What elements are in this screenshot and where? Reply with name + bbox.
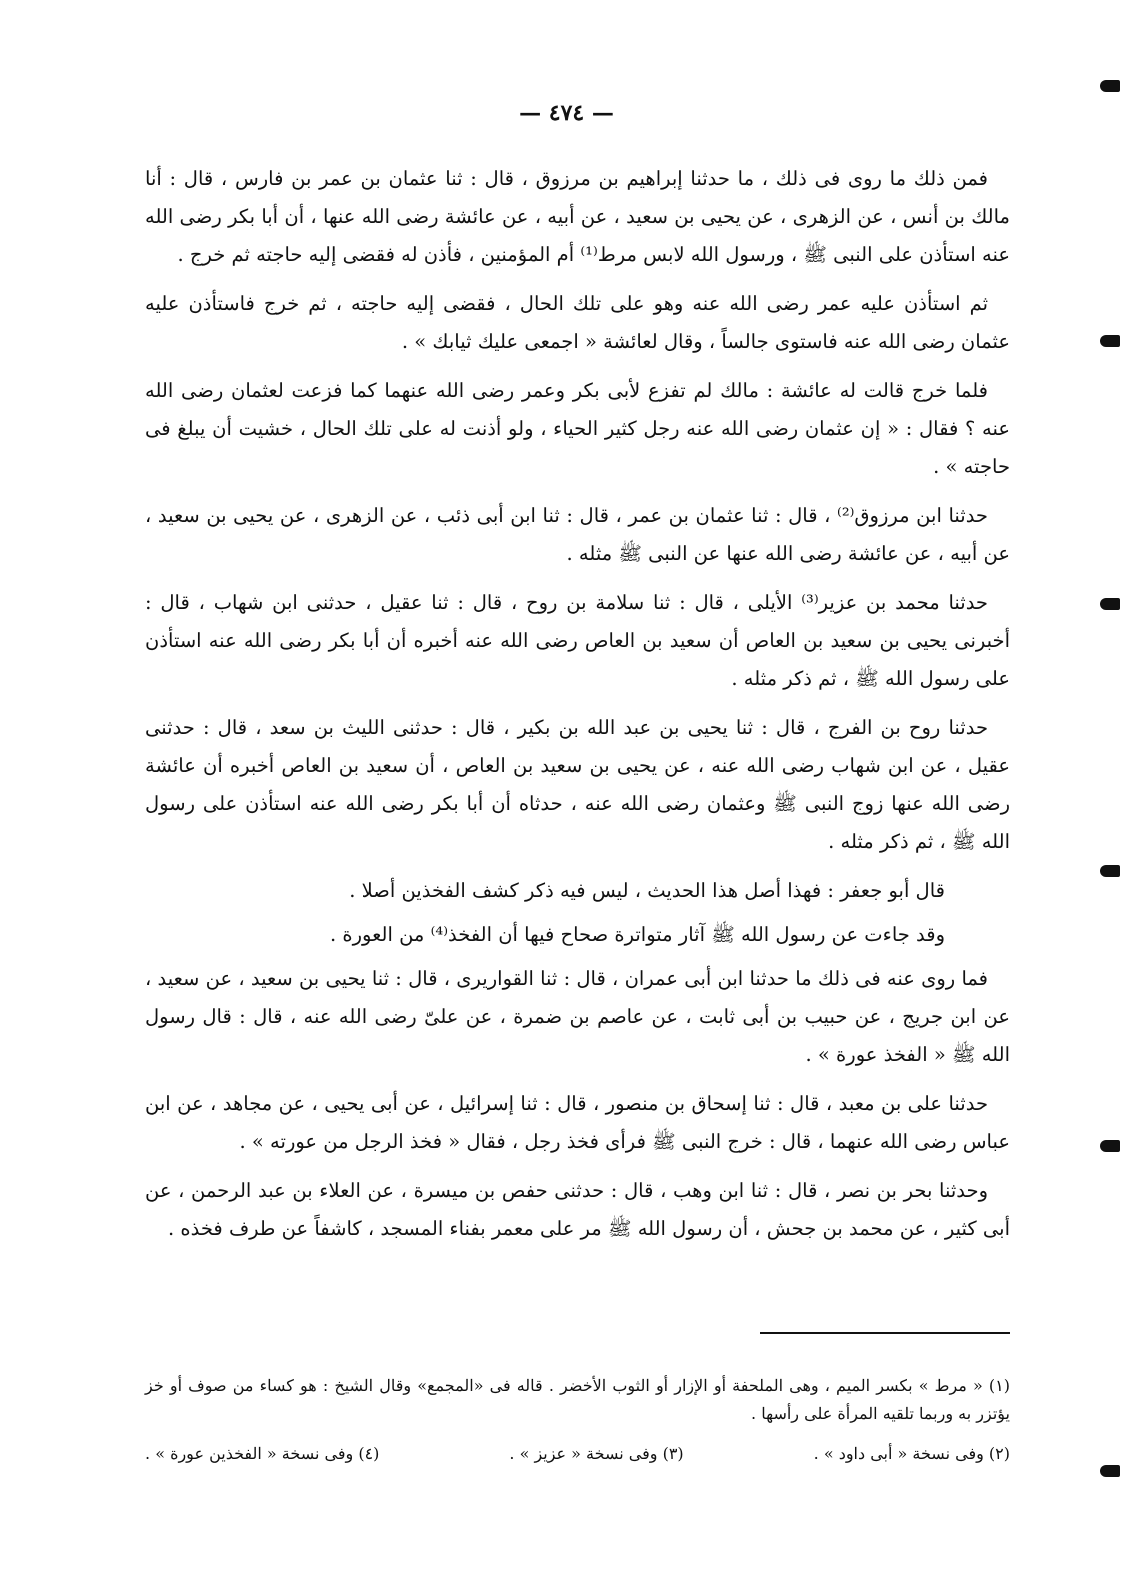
footnote-divider <box>760 1332 1010 1334</box>
paragraph: حدثنا روح بن الفرج ، قال : ثنا يحيى بن عبد الله بن بكير ، قال : حدثنى الليث بن سعد ، قال : حدثنى عقيل ، عن ابن شهاب رضى الله عنه ، عن يحيى بن سعيد بن العاص ، أن سعيد بن العاص أخبره أن عائشة رضى الله عنها زوج النبى ﷺ وعثمان رضى الله عنه ، حدثاه أن أبا بكر رضى الله عنه استأذن على رسول الله ﷺ ، ثم ذكر مثله . <box>145 716 1010 853</box>
margin-mark <box>1100 80 1120 92</box>
footnotes <box>145 1372 1010 1468</box>
margin-mark <box>1100 1465 1120 1477</box>
footnote-2: (٢) وفى نسخة « أبى داود » . <box>813 1444 1010 1463</box>
paragraph: حدثنا محمد بن عزير⁽³⁾ الأيلى ، قال : ثنا سلامة بن روح ، قال : ثنا عقيل ، حدثنى ابن شهاب ، قال : أخبرنى يحيى بن سعيد بن العاص أن سعيد بن العاص رضى الله عنه أخبره أن أبا بكر رضى الله عنه استأذن على رسول الله ﷺ ، ثم ذكر مثله . <box>145 591 1010 690</box>
paragraph: فلما خرج قالت له عائشة : مالك لم تفزع لأبى بكر وعمر رضى الله عنهما كما فزعت لعثمان رضى الله عنه ؟ فقال : « إن عثمان رضى الله عنه رجل كثير الحياء ، ولو أذنت له على تلك الحال ، خشيت أن يبلغ فى حاجته » . <box>145 379 1010 478</box>
paragraph: فمن ذلك ما روى فى ذلك ، ما حدثنا إبراهيم بن مرزوق ، قال : ثنا عثمان بن عمر بن فارس ، قال : أنا مالك بن أنس ، عن الزهرى ، عن يحيى بن سعيد ، عن أبيه ، عن عائشة رضى الله عنها ، أن أبا بكر رضى الله عنه استأذن على النبى ﷺ ، ورسول الله لابس مرط⁽¹⁾ أم المؤمنين ، فأذن له فقضى إليه حاجته ثم خرج . <box>145 167 1010 266</box>
paragraph: حدثنا ابن مرزوق⁽²⁾ ، قال : ثنا عثمان بن عمر ، قال : ثنا ابن أبى ذئب ، عن الزهرى ، عن يحيى بن سعيد ، عن أبيه ، عن عائشة رضى الله عنها عن النبى ﷺ مثله . <box>145 504 1010 565</box>
main-text <box>145 160 1010 1259</box>
footnote-1: (١) « مرط » بكسر الميم ، وهى الملحفة أو الإزار أو الثوب الأخضر . قاله فى «المجمع» وقال الشيخ : هو كساء من صوف أو خز يؤتزر به وربما تلقيه المرأة على رأسها . <box>145 1376 1010 1423</box>
paragraph: حدثنا على بن معبد ، قال : ثنا إسحاق بن منصور ، قال : ثنا إسرائيل ، عن أبى يحيى ، عن مجاهد ، عن ابن عباس رضى الله عنهما ، قال : خرج النبى ﷺ فرأى فخذ رجل ، فقال « فخذ الرجل من عورته » . <box>145 1092 1010 1153</box>
page-number: — ٤٧٤ — <box>519 100 614 126</box>
paragraph: ثم استأذن عليه عمر رضى الله عنه وهو على تلك الحال ، فقضى إليه حاجته ، ثم خرج فاستأذن عليه عثمان رضى الله عنه فاستوى جالساً ، وقال لعائشة « اجمعى عليك ثيابك » . <box>145 292 1010 353</box>
margin-mark <box>1100 1140 1120 1152</box>
paragraph: وحدثنا بحر بن نصر ، قال : ثنا ابن وهب ، قال : حدثنى حفص بن ميسرة ، عن العلاء بن عبد الرحمن ، عن أبى كثير ، عن محمد بن جحش ، أن رسول الله ﷺ مر على معمر بفناء المسجد ، كاشفاً عن طرف فخذه . <box>145 1179 1010 1240</box>
margin-mark <box>1100 598 1120 610</box>
footnote-3: (٣) وفى نسخة « عزيز » . <box>509 1444 684 1463</box>
margin-mark <box>1100 865 1120 877</box>
paragraph: وقد جاءت عن رسول الله ﷺ آثار متواترة صحاح فيها أن الفخذ⁽⁴⁾ من العورة . <box>330 923 945 946</box>
paragraph: قال أبو جعفر : فهذا أصل هذا الحديث ، ليس فيه ذكر كشف الفخذين أصلا . <box>349 879 945 902</box>
margin-mark <box>1100 335 1120 347</box>
footnote-4: (٤) وفى نسخة « الفخذين عورة » . <box>145 1444 380 1463</box>
paragraph: فما روى عنه فى ذلك ما حدثنا ابن أبى عمران ، قال : ثنا القواريرى ، قال : ثنا يحيى بن سعيد ، عن سعيد ، عن ابن جريج ، عن حبيب بن أبى ثابت ، عن عاصم بن ضمرة ، عن علىّ رضى الله عنه ، قال : قال رسول الله ﷺ « الفخذ عورة » . <box>145 967 1010 1066</box>
footnote-row <box>145 1440 1010 1468</box>
